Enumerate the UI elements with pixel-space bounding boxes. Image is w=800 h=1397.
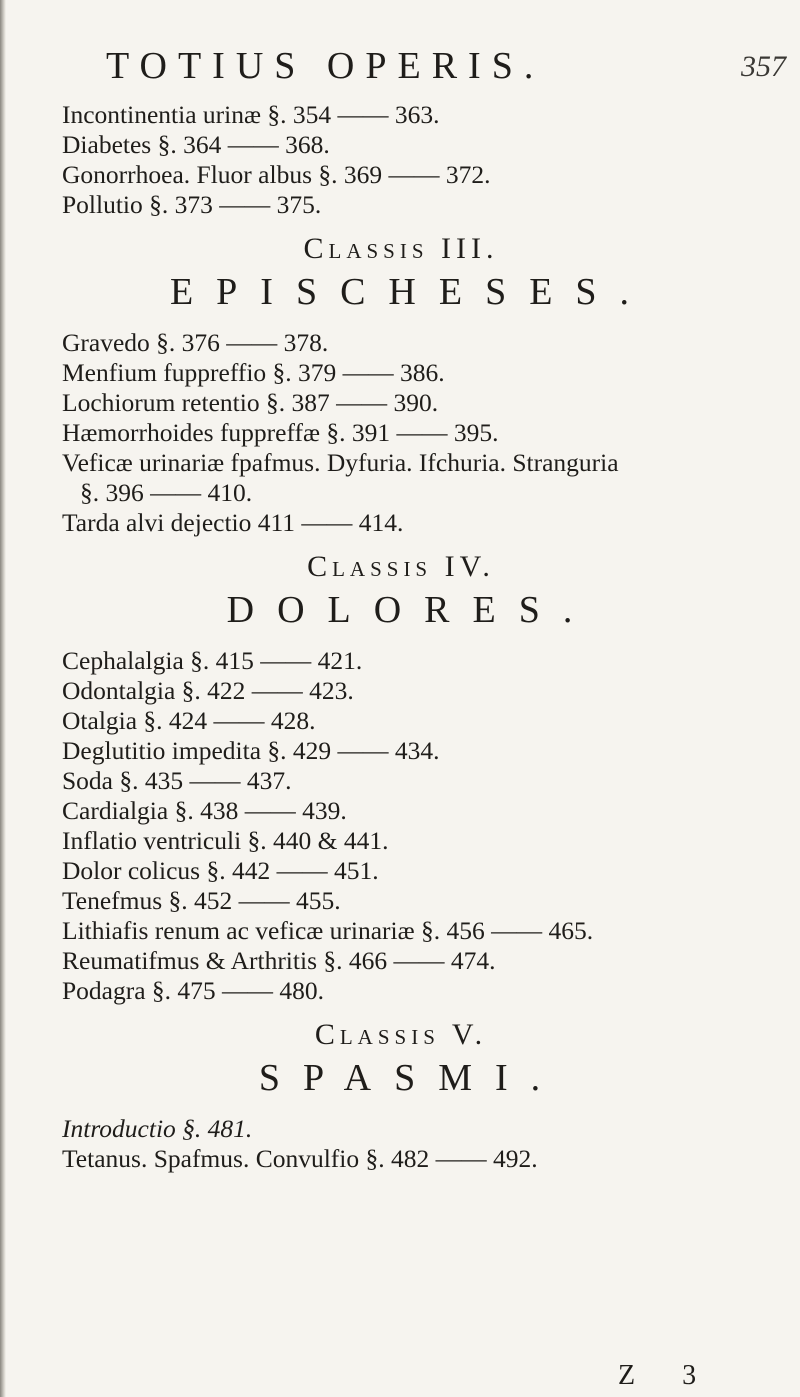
index-entry: Cardialgia §. 438 —— 439. [62, 796, 347, 825]
signature-mark: Z 3 [618, 1360, 717, 1391]
index-entry: Deglutitio impedita §. 429 —— 434. [62, 736, 440, 765]
index-entry: Incontinentia urinæ §. 354 —— 363. [62, 100, 440, 129]
section-title: DOLORES. [226, 589, 596, 631]
index-entry: Tarda alvi dejectio 411 —— 414. [62, 508, 404, 537]
index-entry: Odontalgia §. 422 —— 423. [62, 676, 354, 705]
index-entry: Lithiafis renum ac veficæ urinariæ §. 456 —— 465. [62, 916, 594, 945]
classis-heading: Classis III. [303, 232, 499, 265]
index-entry: Lochiorum retentio §. 387 —— 390. [62, 388, 439, 417]
index-entry: §. 396 —— 410. [80, 478, 253, 507]
index-entry: Gravedo §. 376 —— 378. [62, 328, 329, 357]
index-entry: Tetanus. Spafmus. Convulfio §. 482 —— 492. [62, 1144, 538, 1173]
index-entry: Podagra §. 475 —— 480. [62, 976, 325, 1005]
index-entry: Inflatio ventriculi §. 440 & 441. [62, 826, 389, 855]
index-entry: Tenefmus §. 452 —— 455. [62, 886, 341, 915]
index-entry [62, 1114, 800, 1144]
index-entry: Dolor colicus §. 442 —— 451. [62, 856, 379, 885]
section-title: SPASMI. [258, 1057, 564, 1099]
index-entry: Veficæ urinariæ fpafmus. Dyfuria. Ifchuria. Stranguria [62, 448, 619, 477]
index-entry: Gonorrhoea. Fluor albus §. 369 —— 372. [62, 160, 491, 189]
index-entry: Diabetes §. 364 —— 368. [62, 130, 330, 159]
index-content [62, 100, 800, 1174]
page-edge-shadow [0, 0, 6, 1397]
running-title: TOTIUS OPERIS. [106, 45, 545, 87]
classis-heading: Classis V. [314, 1018, 488, 1051]
index-entry: Soda §. 435 —— 437. [62, 766, 292, 795]
index-entry: Menfium fuppreffio §. 379 —— 386. [62, 358, 445, 387]
index-entry: Otalgia §. 424 —— 428. [62, 706, 316, 735]
page-number: 357 [741, 50, 786, 83]
section-title: EPISCHESES. [169, 271, 653, 313]
index-entry: Hæmorrhoides fuppreffæ §. 391 —— 395. [62, 418, 499, 447]
index-entry-italic: Introductio §. 481. [62, 1114, 253, 1143]
classis-heading: Classis IV. [307, 550, 495, 583]
index-entry: Pollutio §. 373 —— 375. [62, 190, 322, 219]
page-header [106, 44, 796, 94]
index-entry: Cephalalgia §. 415 —— 421. [62, 646, 363, 675]
index-entry: Reumatifmus & Arthritis §. 466 —— 474. [62, 946, 496, 975]
